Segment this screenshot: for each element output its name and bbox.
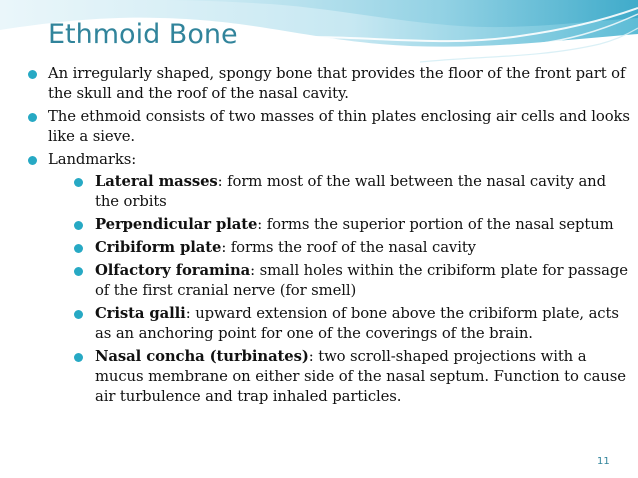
landmark-item bbox=[71, 172, 630, 212]
bullet-dot-icon bbox=[74, 244, 83, 253]
landmark-description: : upward extension of bone above the cribiform plate, acts as an anchoring point for one of the coverings of the brain. bbox=[95, 305, 619, 342]
bullet-dot-icon bbox=[74, 310, 83, 319]
landmark-description: : forms the superior portion of the nasal septum bbox=[257, 216, 614, 233]
landmark-description: : forms the roof of the nasal cavity bbox=[221, 239, 476, 256]
landmark-description: : form most of the wall between the nasal cavity and the orbits bbox=[95, 173, 606, 210]
bullet-dot-icon bbox=[74, 353, 83, 362]
bullet-list bbox=[24, 64, 630, 407]
landmark-term: Cribiform plate bbox=[95, 239, 222, 256]
landmark-item bbox=[71, 347, 630, 407]
bullet-item bbox=[24, 64, 630, 104]
bullet-dot-icon bbox=[74, 221, 83, 230]
landmark-description: : small holes within the cribiform plate for passage of the first cranial nerve (for smell) bbox=[95, 262, 628, 299]
bullet-dot-icon bbox=[28, 156, 37, 165]
page-number: 11 bbox=[597, 456, 610, 467]
landmark-term: Lateral masses bbox=[95, 173, 218, 190]
landmark-item bbox=[71, 238, 630, 258]
slide-content bbox=[24, 64, 630, 410]
slide-title: Ethmoid Bone bbox=[48, 19, 238, 50]
landmark-term: Olfactory foramina bbox=[95, 262, 251, 279]
bullet-text: An irregularly shaped, spongy bone that provides the floor of the front part of the skull and the roof of the nasal cavity. bbox=[48, 65, 626, 102]
landmark-term: Crista galli bbox=[95, 305, 186, 322]
bullet-dot-icon bbox=[74, 178, 83, 187]
bullet-item bbox=[24, 107, 630, 147]
bullet-dot-icon bbox=[74, 267, 83, 276]
landmark-term: Perpendicular plate bbox=[95, 216, 258, 233]
bullet-text: Landmarks: bbox=[48, 151, 137, 168]
bullet-dot-icon bbox=[28, 70, 37, 79]
landmark-item bbox=[71, 215, 630, 235]
bullet-dot-icon bbox=[28, 113, 37, 122]
landmark-description: : two scroll-shaped projections with a mucus membrane on either side of the nasal septum. Function to cause air turbulence and trap inhaled particles. bbox=[95, 348, 626, 405]
bullet-text: The ethmoid consists of two masses of thin plates enclosing air cells and looks like a sieve. bbox=[48, 108, 630, 145]
landmarks-list bbox=[48, 172, 630, 407]
landmark-item bbox=[71, 304, 630, 344]
landmark-item bbox=[71, 261, 630, 301]
landmark-term: Nasal concha (turbinates) bbox=[95, 348, 309, 365]
bullet-item-landmarks bbox=[24, 150, 630, 407]
